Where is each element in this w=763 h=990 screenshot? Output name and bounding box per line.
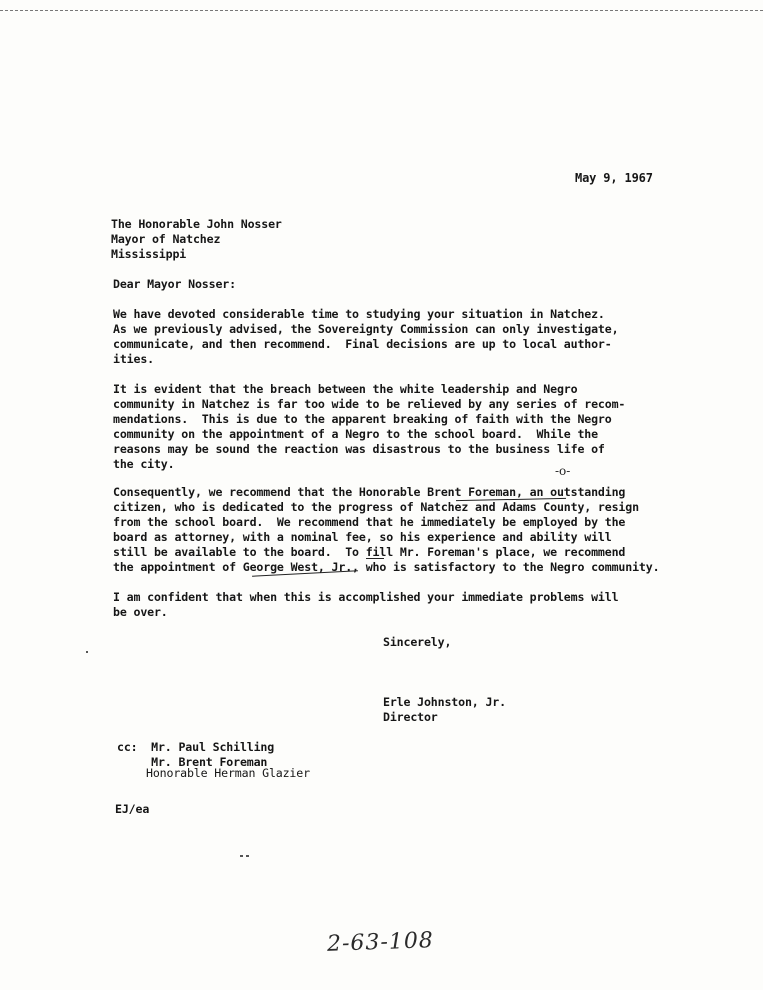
paragraph-4-line-2: be over. (113, 605, 168, 619)
recipient-line-1: The Honorable John Nosser (111, 217, 282, 231)
paragraph-1-line-4: ities. (113, 352, 154, 366)
paragraph-3-line-6: the appointment of George West, Jr., who is satisfactory to the Negro community. (113, 560, 660, 574)
cc-line-3: Honorable Herman Glazier (146, 766, 310, 780)
cc-line-2: Mr. Brent Foreman (117, 755, 268, 769)
paragraph-2-line-6: the city. (113, 457, 175, 471)
recipient-line-2: Mayor of Natchez (111, 232, 221, 246)
paragraph-2-line-5: reasons may be sound the reaction was disastrous to the business life of (113, 442, 605, 456)
paragraph-4-line-1: I am confident that when this is accomplished your immediate problems will (113, 590, 619, 604)
signer-title: Director (383, 710, 438, 724)
paragraph-3-line-3: from the school board. We recommend that he immediately be employed by the (113, 515, 626, 529)
paragraph-1-line-2: As we previously advised, the Sovereignty Commission can only investigate, (113, 322, 619, 336)
paragraph-2-line-2: community in Natchez is far too wide to be relieved by any series of recom- (113, 397, 626, 411)
cc-line-1: cc: Mr. Paul Schilling (117, 740, 275, 754)
recipient-line-3: Mississippi (111, 247, 187, 261)
scan-speck (246, 855, 249, 857)
closing: Sincerely, (383, 635, 452, 649)
underline-to (366, 558, 384, 559)
salutation: Dear Mayor Nosser: (113, 277, 236, 291)
handwritten-file-number: 2-63-108 (326, 928, 435, 957)
paragraph-1-line-3: communicate, and then recommend. Final decisions are up to local author- (113, 337, 612, 351)
paragraph-2-line-1: It is evident that the breach between the white leadership and Negro (113, 382, 578, 396)
paragraph-2-line-4: community on the appointment of a Negro to the school board. While the (113, 427, 598, 441)
scan-speck (86, 651, 88, 653)
signer-name: Erle Johnston, Jr. (383, 695, 506, 709)
scan-speck (240, 855, 243, 857)
paragraph-3-line-4: board as attorney, with a nominal fee, so his experience and ability will (113, 530, 612, 544)
paragraph-3-line-2: citizen, who is dedicated to the progress of Natchez and Adams County, resign (113, 500, 639, 514)
paragraph-1-line-1: We have devoted considerable time to studying your situation in Natchez. (113, 307, 605, 321)
paragraph-3-line-1: Consequently, we recommend that the Honorable Brent Foreman, an outstanding (113, 485, 626, 499)
paragraph-3-line-5: still be available to the board. To fill Mr. Foreman's place, we recommend (113, 545, 626, 559)
letter-date: May 9, 1967 (575, 171, 653, 185)
handwritten-margin-mark: -o- (555, 464, 571, 478)
paragraph-2-line-3: mendations. This is due to the apparent breaking of faith with the Negro (113, 412, 612, 426)
typist-initials: EJ/ea (115, 802, 150, 816)
page-top-edge (0, 10, 763, 11)
